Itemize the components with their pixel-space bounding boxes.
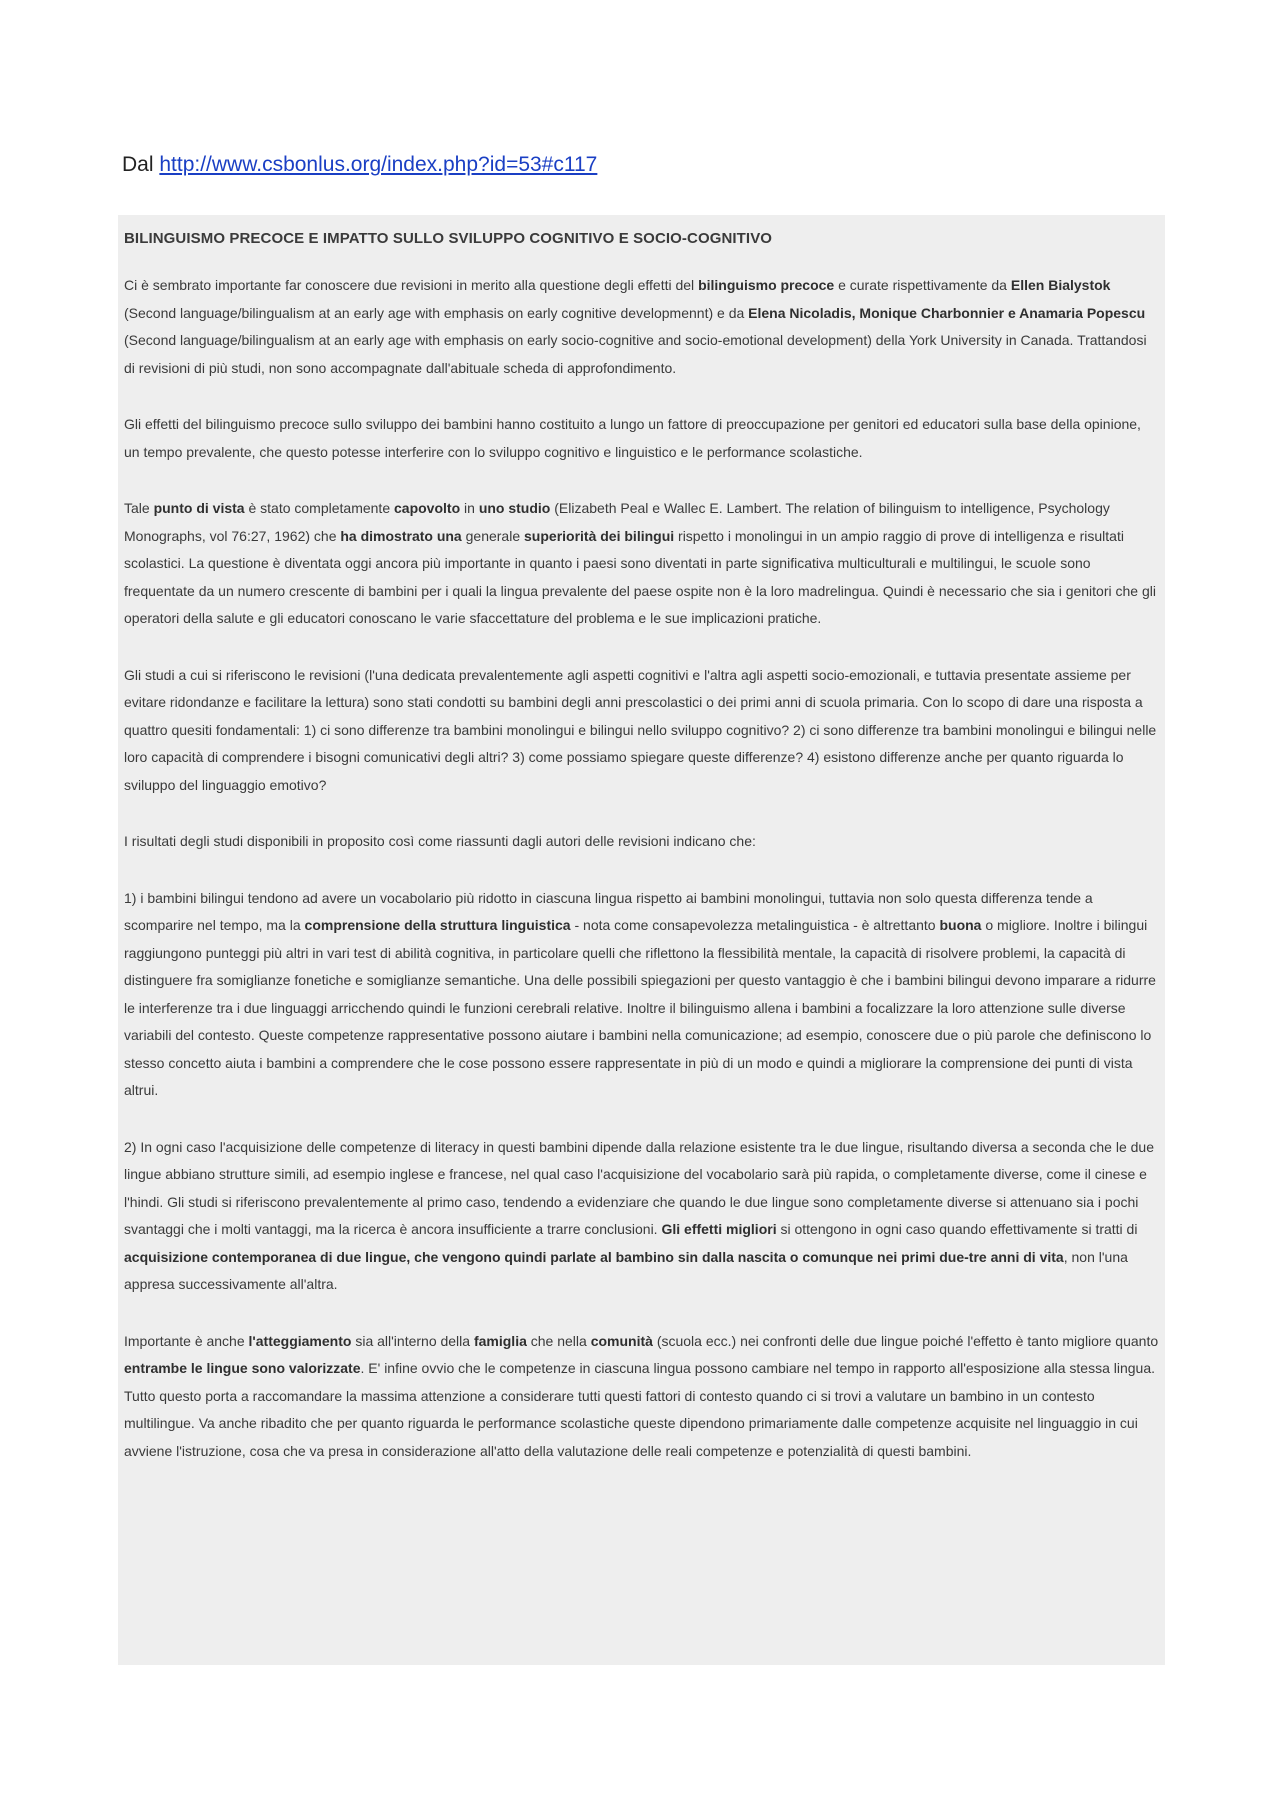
bold-text: l'atteggiamento [248,1332,352,1349]
source-link[interactable]: http://www.csbonlus.org/index.php?id=53#c117 [159,153,598,176]
bold-text: comunità [590,1332,653,1349]
bold-text: entrambe le lingue sono valorizzate [124,1360,361,1376]
bold-text: buona [939,917,982,933]
bold-text: capovolto [394,500,461,516]
text-run: (scuola ecc.) nei confronti delle due lingue poiché l'effetto è tanto migliore quanto [652,1332,1159,1349]
text-run: (Second language/bilingualism at an early age with emphasis on early cognitive developmennt) e da [124,304,749,321]
text-run: - nota come consapevolezza metalinguistica - è altrettanto [570,917,940,933]
bold-text: superiorità dei bilingui [524,527,675,544]
bold-text: Elena Nicoladis, Monique Charbonnier e Anamaria Popescu [748,304,1146,321]
text-run: (Elizabeth Peal e Wallec E. Lambert. The relation of bilinguism to intelligence, Psychology Monographs, vol 76:27, 1962) che [124,500,1110,544]
bold-text: ha dimostrato una [340,527,462,544]
text-run: generale [461,527,525,544]
paragraph-intro [124,272,1159,382]
text-run: che nella [526,1332,591,1349]
text-run: , non l'una appresa successivamente all'altra. [124,1248,1128,1292]
source-prefix: Dal [122,153,154,176]
bold-text: Ellen Bialystok [1010,277,1111,293]
paragraph-questions [124,662,1159,800]
text-run: 1) i bambini bilingui tendono ad avere un vocabolario più ridotto in ciascuna lingua rispetto ai bambini monolingui, tuttavia non solo questa differenza tende a scomparire nel tempo, ma la [124,889,1093,933]
text-run: o migliore. Inoltre i bilingui raggiungono punteggi più altri in vari test di abilità cognitiva, in particolare quelli che riflettono la flessibilità mentale, la capacità di risolvere problemi, la capacità di distinguere fra somiglianze fonetiche e somiglianze semantiche. Una delle possibili spiegazioni per questo vantaggio è che i bambini bilingui devono imparare a ridurre le interferenze tra i due linguaggi arricchendo quindi le funzioni cerebrali relative. Inoltre il bilinguismo allena i bambini a focalizzare la loro attenzione sulle diverse variabili del contesto. Queste competenze rappresentative possono aiutare i bambini nella comunicazione; ad esempio, conoscere due o più parole che definiscono lo stesso concetto aiuta i bambini a comprendere che le cose possono essere rappresentate in più di un modo e quindi a migliorare la comprensione dei punti di vista altrui. [124,917,1156,1098]
bold-text: bilinguismo precoce [698,277,835,293]
text-run: è stato completamente [244,500,394,516]
paragraph-result-2 [124,1134,1159,1299]
text-run: Gli effetti del bilinguismo precoce sullo sviluppo dei bambini hanno costituito a lungo un fattore di preoccupazione per genitori ed educatori sulla base della opinione, un tempo prevalente, che questo potesse interferire con lo sviluppo cognitivo e linguistico e le performance scolastiche. [124,416,1141,460]
text-run: in [460,500,479,516]
text-run: (Second language/bilingualism at an early age with emphasis on early socio-cognitive and socio-emotional development) della York University in Canada. Trattandosi di revisioni di più studi, non sono accompagnate dall'abituale scheda di approfondimento. [124,332,1147,376]
text-run: rispetto i monolingui in un ampio raggio di prove di intelligenza e risultati scolastici. La questione è diventata oggi ancora più importante in quanto i paesi sono diventati in parte significativa multiculturali e multilingui, le scuole sono frequentate da un numero crescente di bambini per i quali la lingua prevalente del paese ospite non è la loro madrelingua. Quindi è necessario che sia i genitori che gli operatori della salute e gli educatori conoscano le varie sfaccettature del problema e le sue implicazioni pratiche. [124,527,1156,626]
text-run: Ci è sembrato importante far conoscere due revisioni in merito alla questione degli effetti del [124,277,699,293]
bold-text: acquisizione contemporanea di due lingue, che vengono quindi parlate al bambino sin dalla nascita o comunque nei primi due-tre anni di vita [124,1248,1064,1265]
text-run: Importante è anche [124,1332,249,1349]
bold-text: punto di vista [153,500,245,516]
paragraph-result-1 [124,885,1159,1105]
text-run: . E' infine ovvio che le competenze in ciascuna lingua possono cambiare nel tempo in rapporto all'esposizione alla stessa lingua. Tutto questo porta a raccomandare la massima attenzione a considerare tutti questi fattori di contesto quando ci si trovi a valutare un bambino in un contesto multilingue. Va anche ribadito che per quanto riguarda le performance scolastiche queste dipendono primariamente dalle competenze acquisite nel linguaggio in cui avviene l'istruzione, cosa che va presa in considerazione all'atto della valutazione delle reali competenze e potenzialità di questi bambini. [124,1360,1155,1459]
text-run: si ottengono in ogni caso quando effettivamente si tratti di [776,1221,1138,1237]
text-run: e curate rispettivamente da [834,277,1011,293]
paragraph-attitude [124,1328,1159,1466]
paragraph-study [124,495,1159,633]
bold-text: comprensione della struttura linguistica [304,917,571,933]
source-line [122,153,597,177]
text-run: Tale [124,500,154,516]
article-box [118,215,1165,1665]
text-run: Gli studi a cui si riferiscono le revisioni (l'una dedicata prevalentemente agli aspetti cognitivi e l'altra agli aspetti socio-emozionali, e tuttavia presentate assieme per evitare ridondanze e facilitare la lettura) sono stati condotti su bambini degli anni prescolastici o dei primi anni di scuola primaria. Con lo scopo di dare una risposta a quattro quesiti fondamentali: 1) ci sono differenze tra bambini monolingui e bilingui nello sviluppo cognitivo? 2) ci sono differenze tra bambini monolingui e bilingui nelle loro capacità di comprendere i bisogni comunicativi degli altri? 3) come possiamo spiegare queste differenze? 4) esistono differenze anche per quanto riguarda lo sviluppo del linguaggio emotivo? [124,666,1157,793]
bold-text: famiglia [473,1332,527,1349]
bold-text: uno studio [478,500,551,516]
bold-text: Gli effetti migliori [661,1221,777,1237]
paragraph-concerns [124,411,1159,466]
text-run: 2) In ogni caso l'acquisizione delle competenze di literacy in questi bambini dipende dalla relazione esistente tra le due lingue, risultando diversa a seconda che le due lingue abbiano strutture simili, ad esempio inglese e francese, nel qual caso l'acquisizione del vocabolario sarà più rapida, o completamente diverse, come il cinese e l'hindi. Gli studi si riferiscono prevalentemente al primo caso, tendendo a evidenziare che quando le due lingue sono completamente diverse si attenuano sia i pochi svantaggi che i molti vantaggi, ma la ricerca è ancora insufficiente a trarre conclusioni. [124,1138,1154,1237]
text-run: sia all'interno della [351,1332,474,1349]
paragraph-results-intro [124,828,1159,856]
text-run: I risultati degli studi disponibili in proposito così come riassunti dagli autori delle revisioni indicano che: [124,833,756,849]
article-title: BILINGUISMO PRECOCE E IMPATTO SULLO SVILUPPO COGNITIVO E SOCIO-COGNITIVO [124,230,773,247]
